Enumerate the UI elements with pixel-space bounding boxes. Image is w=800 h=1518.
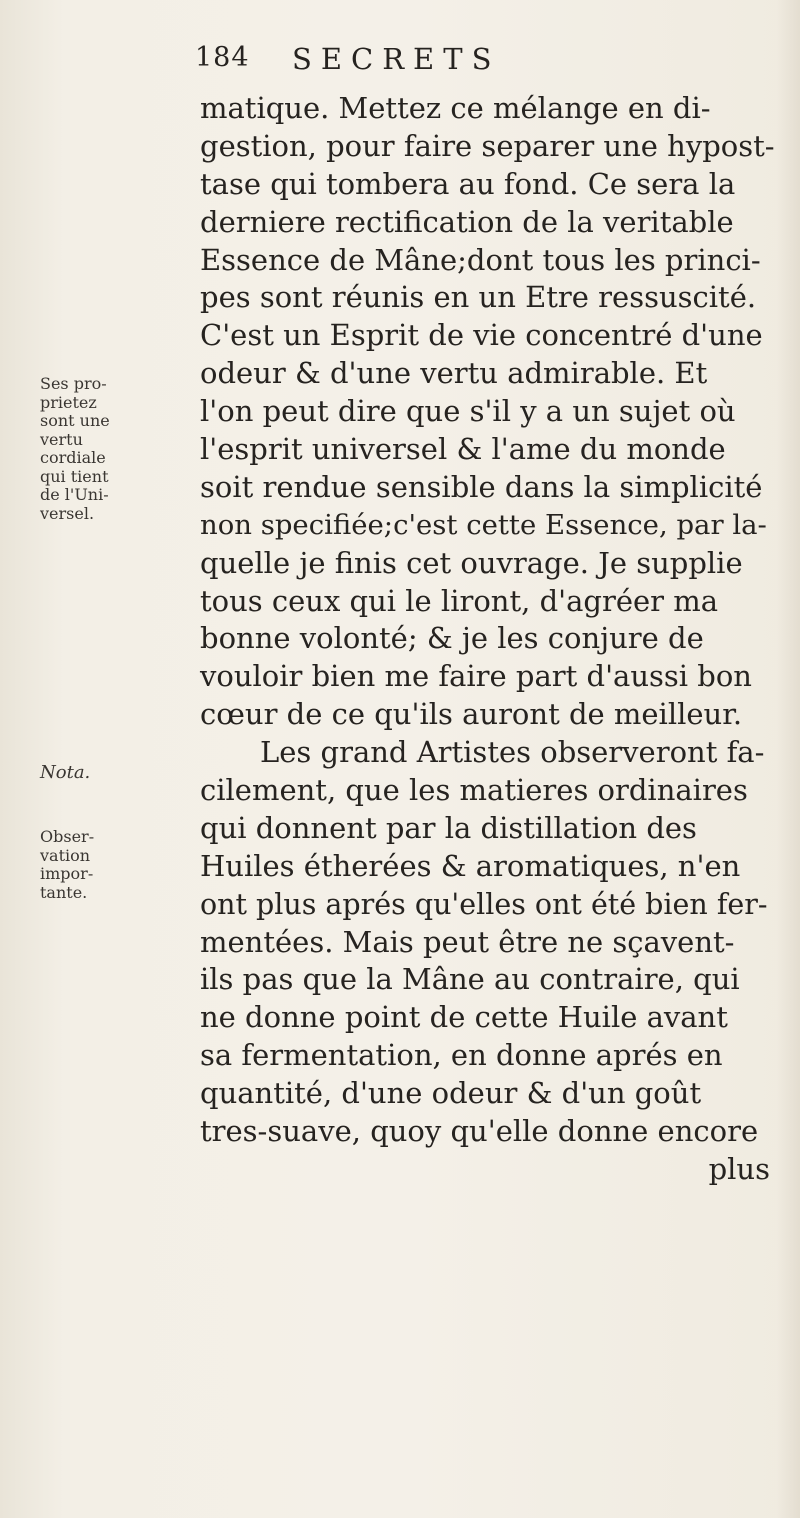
margin-note-line: impor- [40, 864, 94, 883]
text-line: sa fermentation, en donne aprés en [200, 1038, 723, 1073]
catchword: plus [708, 1151, 770, 1186]
page-header [195, 42, 615, 82]
text-line: C'est un Esprit de vie concentré d'une [200, 318, 763, 353]
text-line: quelle je finis cet ouvrage. Je supplie [200, 545, 743, 580]
margin-note-line: prietez [40, 392, 97, 412]
text-line: ont plus aprés qu'elles ont été bien fer- [200, 887, 768, 921]
text-line: gestion, pour faire separer une hypost- [200, 128, 775, 163]
text-line: tres-suave, quoy qu'elle donne encore [200, 1114, 759, 1149]
text-line: l'esprit universel & l'ame du monde [200, 432, 726, 467]
margin-note-nota [40, 764, 120, 783]
text-line: qui donnent par la distillation des [200, 810, 697, 845]
text-line: mentées. Mais peut être ne sçavent- [200, 924, 735, 959]
text-line: ne donne point de cette Huile avant [200, 1000, 728, 1035]
text-line: cœur de ce qu'ils auront de meilleur. [200, 697, 743, 732]
text-line: vouloir bien me faire part d'aussi bon [200, 659, 752, 694]
page-number: 184 [195, 42, 250, 73]
text-line: matique. Mettez ce mélange en di- [200, 91, 711, 125]
margin-note-line: de l'Uni- [40, 485, 109, 504]
text-line: odeur & d'une vertu admirable. Et [200, 356, 708, 391]
running-title: SECRETS [292, 42, 501, 76]
text-line: bonne volonté; & je les conjure de [200, 621, 704, 656]
margin-note-line: cordiale [40, 448, 106, 467]
text-line: soit rendue sensible dans la simplicité [200, 469, 763, 504]
text-line: tous ceux qui le liront, d'agréer ma [200, 583, 719, 618]
text-line: pes sont réunis en un Etre ressuscité. [200, 280, 757, 315]
paragraph [200, 734, 775, 1151]
margin-note-line: versel. [40, 503, 95, 523]
body-text [200, 90, 775, 1189]
text-line: Essence de Mâne;dont tous les princi- [200, 242, 761, 277]
margin-note-line: Obser- [40, 827, 95, 846]
margin-note-observation [40, 828, 120, 902]
text-line: cilement, que les matieres ordinaires [200, 773, 748, 808]
page-edge-shadow [776, 0, 800, 1518]
margin-note-line: vertu [40, 429, 83, 449]
margin-note-line: tante. [40, 882, 88, 902]
text-line: derniere rectification de la veritable [200, 204, 734, 239]
margin-note-properties [40, 375, 120, 523]
text-line: Huiles étherées & aromatiques, n'en [200, 848, 741, 883]
text-line: quantité, d'une odeur & d'un goût [200, 1076, 702, 1111]
margin-note-line: Ses pro- [40, 374, 107, 393]
text-line: Les grand Artistes observeront fa- [260, 735, 765, 770]
text-line: l'on peut dire que s'il y a un sujet où [200, 394, 736, 429]
margin-note-line: vation [40, 845, 91, 865]
margin-note-line: sont une [40, 411, 110, 430]
text-line: ils pas que la Mâne au contraire, qui [200, 962, 740, 997]
paragraph [200, 90, 775, 734]
margin-note-line: Nota. [40, 762, 91, 783]
text-line: tase qui tombera au fond. Ce sera la [200, 166, 736, 201]
margin-note-line: qui tient [40, 466, 109, 486]
text-line: non specifiée;c'est cette Essence, par la- [200, 508, 767, 541]
